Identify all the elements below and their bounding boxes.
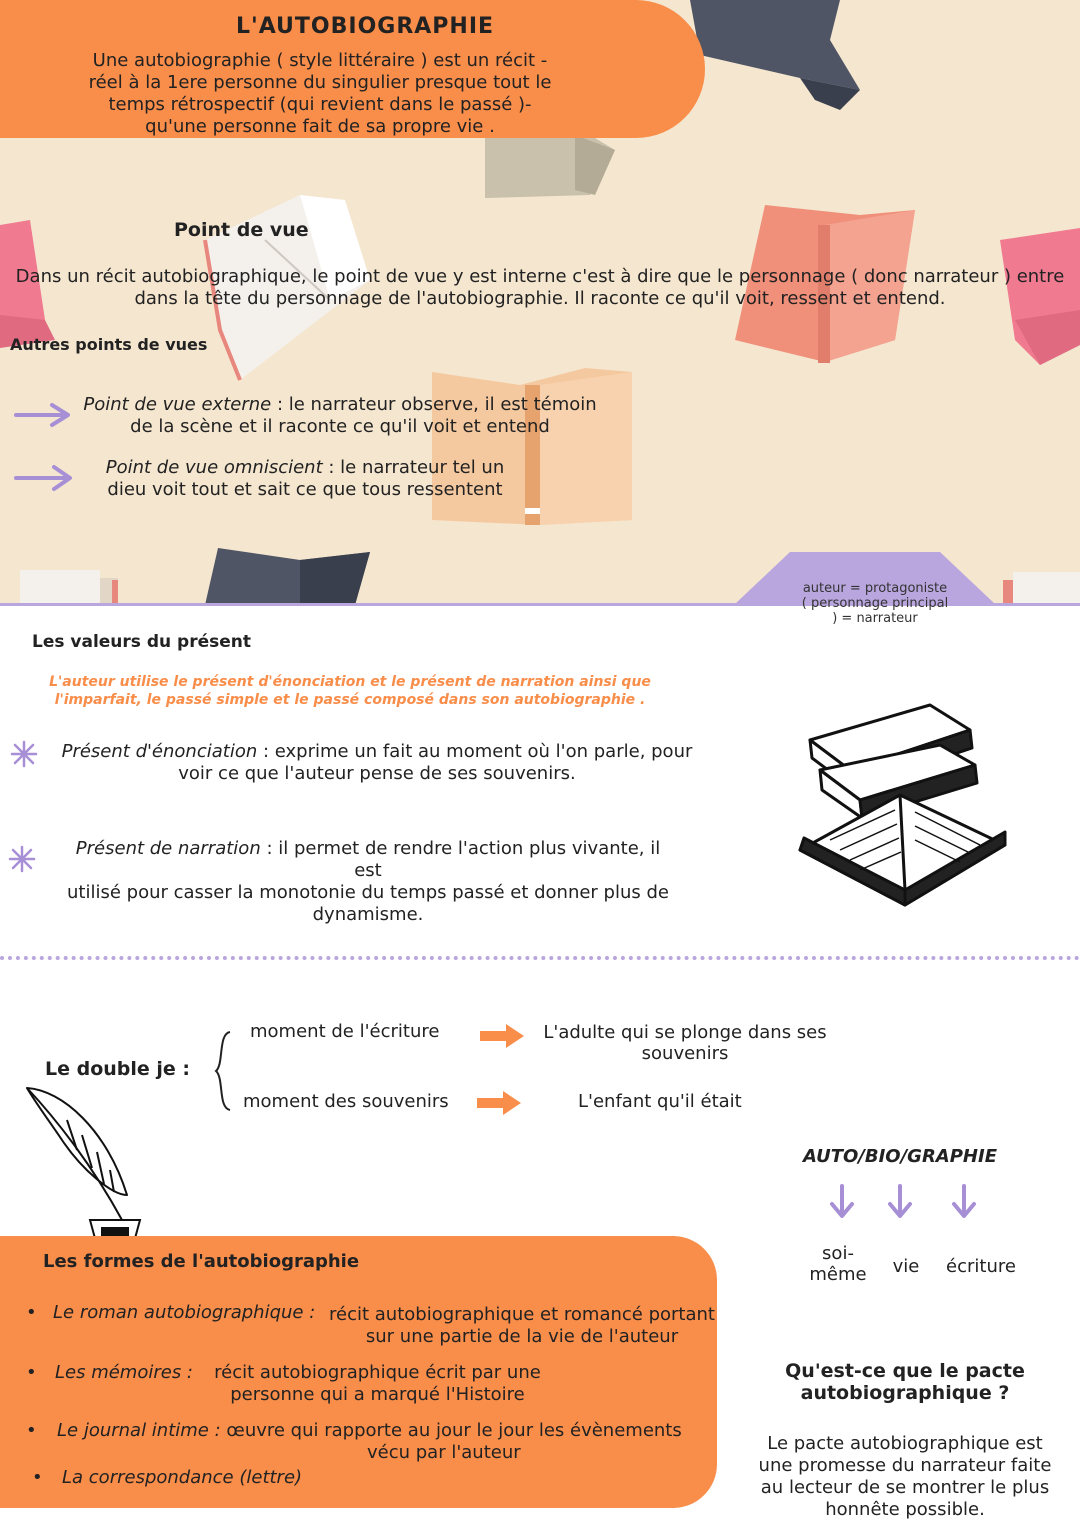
valeurs-heading: Les valeurs du présent xyxy=(32,632,251,652)
dotted-divider xyxy=(0,956,1080,960)
double-je-left: moment des souvenirs xyxy=(243,1091,449,1112)
intro-line: temps rétrospectif (qui revient dans le passé )- xyxy=(108,94,532,115)
etymologie-part-line: soi- xyxy=(822,1243,854,1264)
point-de-vue-heading: Point de vue xyxy=(174,219,309,241)
curly-brace-icon xyxy=(212,1030,236,1112)
pov-desc: de la scène et il raconte ce qu'il voit et entend xyxy=(130,416,550,437)
valeurs-intro xyxy=(30,673,670,709)
forme-desc xyxy=(322,1304,722,1348)
forme-term: Les mémoires : xyxy=(55,1362,193,1383)
intro-text xyxy=(70,50,570,138)
pacte-text xyxy=(752,1433,1058,1521)
forme-term: Le journal intime : xyxy=(57,1420,221,1441)
bullet-icon: • xyxy=(26,1420,37,1441)
hexagon-line: auteur = protagoniste xyxy=(802,581,948,596)
present-desc: dynamisme. xyxy=(312,904,424,925)
forme-desc-line: sur une partie de la vie de l'auteur xyxy=(365,1326,679,1347)
quill-inkwell-icon xyxy=(22,1080,152,1250)
separator: : xyxy=(322,457,341,478)
present-desc: exprime un fait au moment où l'on parle, pour xyxy=(274,741,693,762)
asterisk-icon xyxy=(8,845,36,877)
present-term: Présent de narration xyxy=(75,838,261,859)
double-je-right xyxy=(540,1022,830,1064)
pov-desc: le narrateur tel un xyxy=(340,457,505,478)
separator: : xyxy=(257,741,275,762)
hexagon-label xyxy=(770,581,980,626)
forme-desc-line: personne qui a marqué l'Histoire xyxy=(230,1384,525,1405)
pov-desc: dieu voit tout et sait ce que tous ressentent xyxy=(107,479,503,500)
pacte-heading xyxy=(760,1360,1050,1404)
hexagon-line: ( personnage principal xyxy=(801,596,949,611)
pov-term: Point de vue omniscient xyxy=(105,457,323,478)
arrow-right-icon xyxy=(14,464,76,492)
forme-term: Le roman autobiographique : xyxy=(53,1302,316,1323)
valeurs-intro-line: L'auteur utilise le présent d'énonciation et le présent de narration ainsi que xyxy=(49,674,651,690)
hexagon-line: ) = narrateur xyxy=(832,611,918,626)
autres-points-heading: Autres points de vues xyxy=(10,335,208,354)
pacte-line: honnête possible. xyxy=(825,1499,985,1520)
double-je-right: L'enfant qu'il était xyxy=(578,1091,742,1112)
intro-line: Une autobiographie ( style littéraire ) est un récit - xyxy=(92,50,548,71)
intro-line: réel à la 1ere personne du singulier presque tout le xyxy=(88,72,552,93)
pacte-line: une promesse du narrateur faite xyxy=(758,1455,1052,1476)
formes-heading: Les formes de l'autobiographie xyxy=(43,1251,360,1272)
arrow-down-icon xyxy=(886,1184,914,1220)
forme-term: La correspondance (lettre) xyxy=(62,1467,303,1488)
pov-externe-item xyxy=(60,394,620,438)
bullet-icon: • xyxy=(26,1302,37,1323)
present-desc: il permet de rendre l'action plus vivante, il est xyxy=(278,838,661,881)
etymologie-part-vie: vie xyxy=(892,1256,920,1277)
asterisk-icon xyxy=(10,740,38,772)
present-desc: voir ce que l'auteur pense de ses souvenirs. xyxy=(178,763,576,784)
etymologie-heading: AUTO/BIO/GRAPHIE xyxy=(802,1146,997,1167)
separator: : xyxy=(260,838,279,859)
forme-desc-line: récit autobiographique écrit par une xyxy=(214,1362,541,1383)
arrow-right-icon xyxy=(478,1022,528,1050)
present-enonciation-item xyxy=(60,741,694,785)
pacte-line: Le pacte autobiographique est xyxy=(767,1433,1043,1454)
present-term: Présent d'énonciation xyxy=(61,741,258,762)
pov-omniscient-item xyxy=(90,457,520,501)
double-je-right-line: souvenirs xyxy=(641,1043,729,1064)
present-desc: utilisé pour casser la monotonie du temps passé et donner plus de xyxy=(67,882,669,903)
pacte-heading-line: Qu'est-ce que le pacte xyxy=(785,1360,1025,1382)
etymologie-part-line: même xyxy=(809,1264,867,1285)
forme-desc-line: récit autobiographique et romancé portant xyxy=(329,1304,715,1325)
etymologie-part-ecriture: écriture xyxy=(946,1256,1016,1277)
bullet-icon: • xyxy=(32,1467,43,1488)
double-je-left: moment de l'écriture xyxy=(250,1021,440,1042)
pacte-heading-line: autobiographique ? xyxy=(800,1382,1010,1404)
double-je-right-line: L'adulte qui se plonge dans ses xyxy=(543,1022,827,1043)
separator: : xyxy=(271,394,289,415)
forme-desc-line: vécu par l'auteur xyxy=(367,1442,521,1463)
present-narration-item xyxy=(60,838,676,926)
arrow-down-icon xyxy=(950,1184,978,1220)
forme-desc xyxy=(205,1362,550,1406)
intro-line: qu'une personne fait de sa propre vie . xyxy=(145,116,495,137)
double-je-heading: Le double je : xyxy=(45,1058,191,1080)
bullet-icon: • xyxy=(26,1362,37,1383)
forme-journal xyxy=(57,1420,697,1464)
pov-line: dans la tête du personnage de l'autobiographie. Il raconte ce qu'il voit, ressent et entend. xyxy=(134,288,946,309)
arrow-right-icon xyxy=(475,1089,525,1117)
pov-term: Point de vue externe xyxy=(83,394,272,415)
pacte-line: au lecteur de se montrer le plus xyxy=(760,1477,1050,1498)
arrow-down-icon xyxy=(828,1184,856,1220)
books-sketch-icon xyxy=(790,700,1020,910)
hero-background xyxy=(0,0,1080,605)
page-title: L'AUTOBIOGRAPHIE xyxy=(235,14,495,39)
etymologie-part-soi xyxy=(802,1243,874,1285)
pov-desc: le narrateur observe, il est témoin xyxy=(288,394,597,415)
forme-desc-line: œuvre qui rapporte au jour le jour les évènements xyxy=(226,1420,682,1441)
pov-line: Dans un récit autobiographique, le point de vue y est interne c'est à dire que le personnage ( donc narrateur ) entre xyxy=(15,266,1065,287)
valeurs-intro-line: l'imparfait, le passé simple et le passé composé dans son autobiographie . xyxy=(54,692,646,708)
point-de-vue-text xyxy=(0,266,1080,310)
